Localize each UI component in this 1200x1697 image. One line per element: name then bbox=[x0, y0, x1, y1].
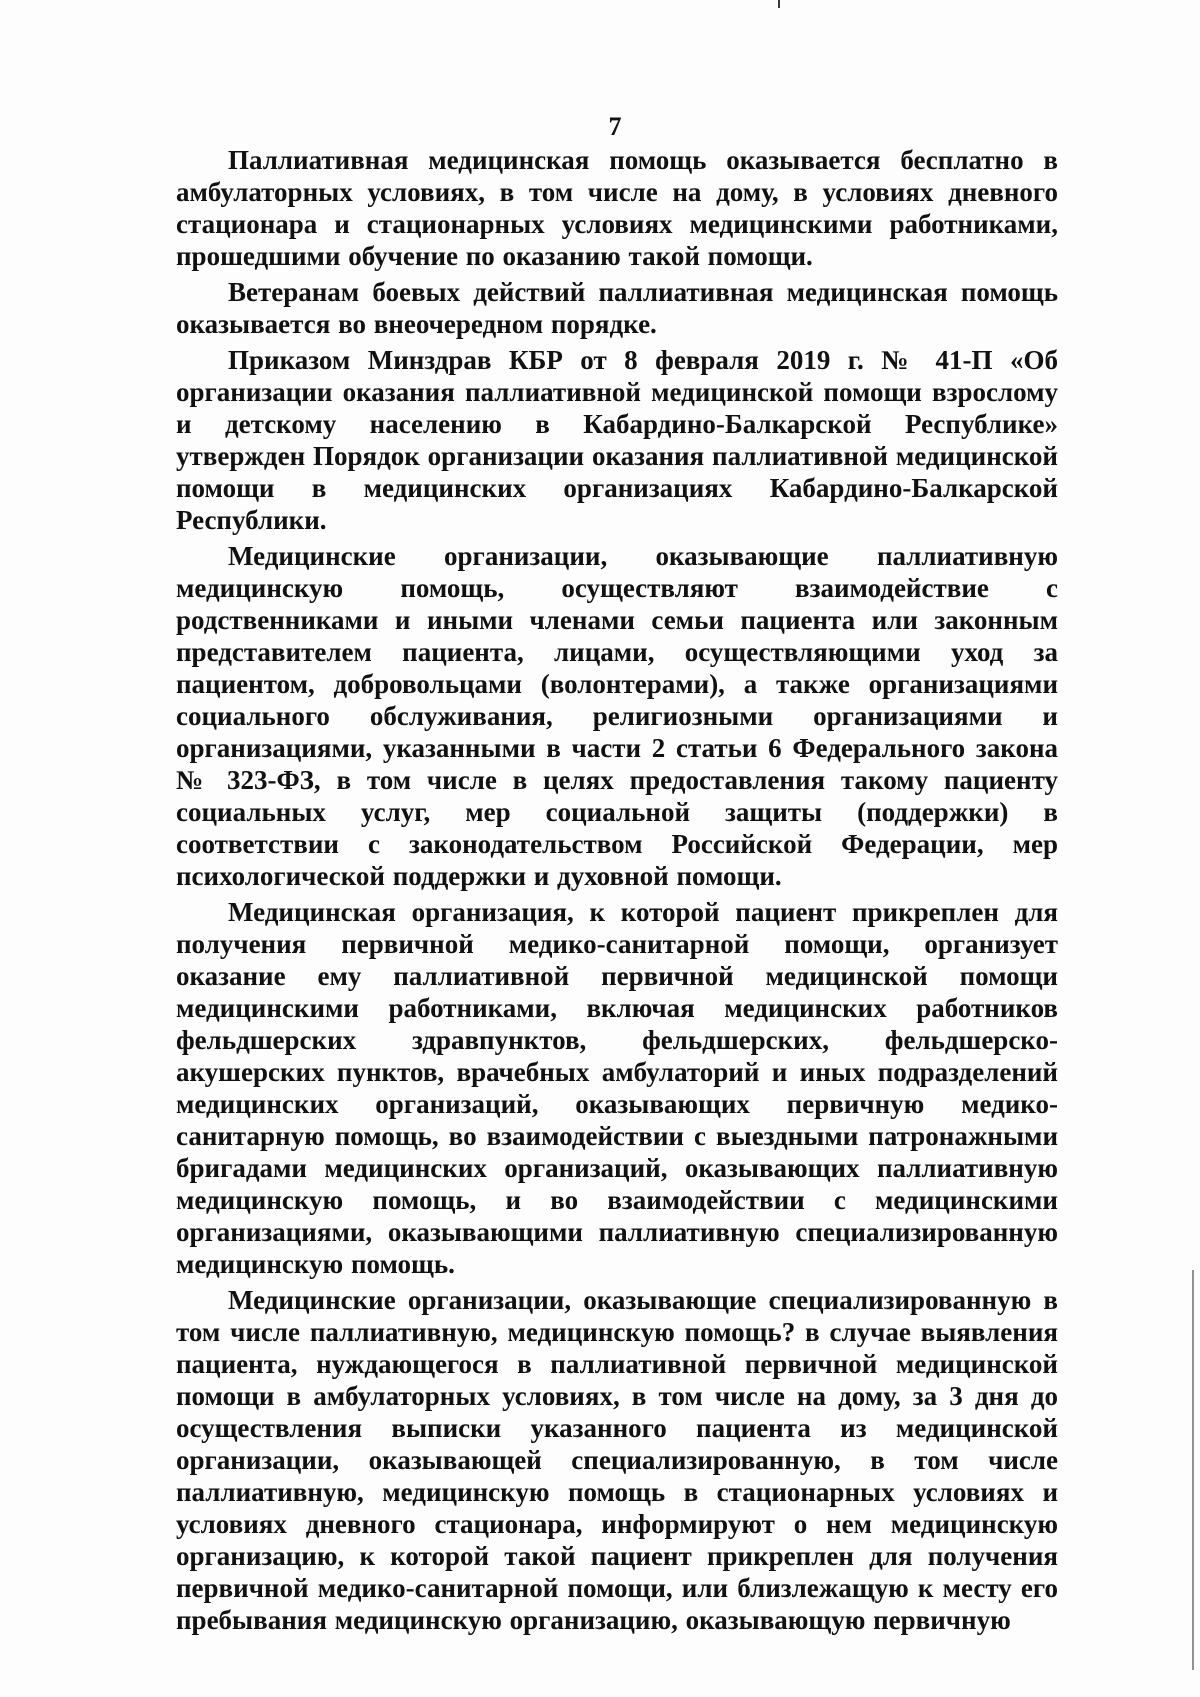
document-body bbox=[176, 144, 1058, 1640]
paragraph: Ветеранам боевых действий паллиативная медицинская помощь оказывается во внеочередном порядке. bbox=[176, 277, 1058, 339]
paragraph: Паллиативная медицинская помощь оказывается бесплатно в амбулаторных условиях, в том числе на дому, в условиях дневного стационара и стационарных условиях медицинскими работниками, прошедшими обучение по оказанию такой помощи. bbox=[176, 145, 1058, 271]
paragraph: Медицинские организации, оказывающие паллиативную медицинскую помощь, осуществляют взаимодействие с родственниками и иными членами семьи пациента или законным представителем пациента, лицами, осуществляющими уход за пациентом, добровольцами (волонтерами), а также организациями социального обслуживания, религиозными организациями и организациями, указанными в части 2 статьи 6 Федерального закона № 323-ФЗ, в том числе в целях предоставления такому пациенту социальных услуг, мер социальной защиты (поддержки) в соответствии с законодательством Российской Федерации, мер психологической поддержки и духовной помощи. bbox=[176, 541, 1058, 891]
paragraph: Приказом Минздрав КБР от 8 февраля 2019 г. № 41-П «Об организации оказания паллиативной медицинской помощи взрослому и детскому населению в Кабардино-Балкарской Республике» утвержден Порядок организации оказания паллиативной медицинской помощи в медицинских организациях Кабардино-Балкарской Республики. bbox=[176, 345, 1058, 535]
paragraph: Медицинская организация, к которой пациент прикреплен для получения первичной медико-санитарной помощи, организует оказание ему паллиативной первичной медицинской помощи медицинскими работниками, включая медицинских работников фельдшерских здравпунктов, фельдшерских, фельдшерско-акушерских пунктов, врачебных амбулаторий и иных подразделений медицинских организаций, оказывающих первичную медико-санитарную помощь, во взаимодействии с выездными патронажными бригадами медицинских организаций, оказывающих паллиативную медицинскую помощь, и во взаимодействии с медицинскими организациями, оказывающими паллиативную специализированную медицинскую помощь. bbox=[176, 897, 1058, 1279]
scan-artifact-right-edge bbox=[1192, 1270, 1194, 1670]
scan-artifact-top bbox=[778, 0, 780, 8]
paragraph: Медицинские организации, оказывающие специализированную в том числе паллиативную, медицинскую помощь? в случае выявления пациента, нуждающегося в паллиативной первичной медицинской помощи в амбулаторных условиях, в том числе на дому, за 3 дня до осуществления выписки указанного пациента из медицинской организации, оказывающей специализированную, в том числе паллиативную, медицинскую помощь в стационарных условиях и условиях дневного стационара, информируют о нем медицинскую организацию, к которой такой пациент прикреплен для получения первичной медико-санитарной помощи, или близлежащую к месту его пребывания медицинскую организацию, оказывающую первичную bbox=[176, 1285, 1058, 1635]
page-number: 7 bbox=[608, 112, 622, 141]
